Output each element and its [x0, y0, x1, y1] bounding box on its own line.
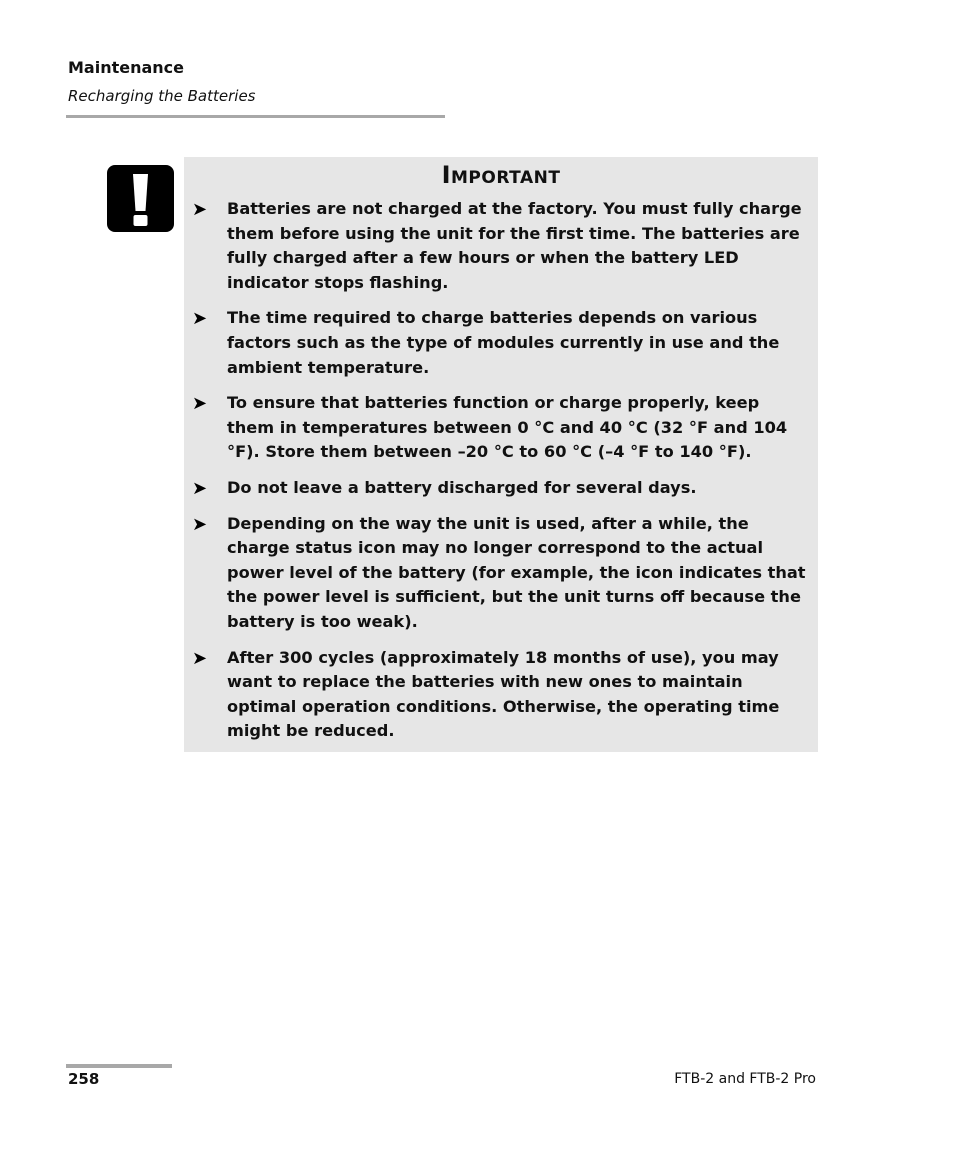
important-notice	[184, 157, 818, 752]
bullet-text: Depending on the way the unit is used, after a while, the charge status icon may no longer correspond to the actual power level of the battery (for example, the icon indicates that the power level is sufficient, but the unit turns off because the battery is too weak).	[227, 513, 806, 631]
section-subtitle: Recharging the Batteries	[68, 87, 256, 105]
bullet-item	[184, 646, 818, 744]
bullet-item	[184, 197, 818, 295]
product-name: FTB-2 and FTB-2 Pro	[674, 1071, 816, 1087]
bullet-item	[184, 476, 818, 501]
bullet-arrow-icon: ➤	[192, 647, 208, 669]
bullet-arrow-icon: ➤	[192, 393, 208, 415]
bullet-arrow-icon: ➤	[192, 477, 208, 499]
important-heading: Important	[441, 161, 561, 189]
bullet-text: Do not leave a battery discharged for several days.	[227, 477, 697, 497]
bullet-arrow-icon: ➤	[192, 513, 208, 535]
exclamation-icon	[107, 165, 174, 232]
bullet-text: Batteries are not charged at the factory. You must fully charge them before using the unit for the first time. The batteries are fully charged after a few hours or when the battery LED indicator stops flashing.	[227, 199, 802, 292]
section-title: Maintenance	[68, 58, 185, 77]
footer-rule	[66, 1064, 172, 1068]
bullet-item	[184, 512, 818, 635]
important-bullet-list	[184, 197, 818, 755]
page-number: 258	[68, 1070, 100, 1088]
bullet-text: To ensure that batteries function or charge properly, keep them in temperatures between 0 °C and 40 °C (32 °F and 104 °F). Store them between –20 °C to 60 °C (–4 °F to 140 °F).	[227, 393, 788, 462]
bullet-item	[184, 306, 818, 380]
bullet-text: After 300 cycles (approximately 18 months of use), you may want to replace the batteries with new ones to maintain optimal operation conditions. Otherwise, the operating time might be reduced.	[227, 647, 780, 741]
bullet-arrow-icon: ➤	[192, 199, 208, 220]
header-rule	[66, 115, 445, 118]
bullet-item	[184, 391, 818, 465]
bullet-arrow-icon: ➤	[192, 308, 208, 330]
bullet-text: The time required to charge batteries depends on various factors such as the type of modules currently in use and the ambient temperature.	[227, 308, 780, 377]
